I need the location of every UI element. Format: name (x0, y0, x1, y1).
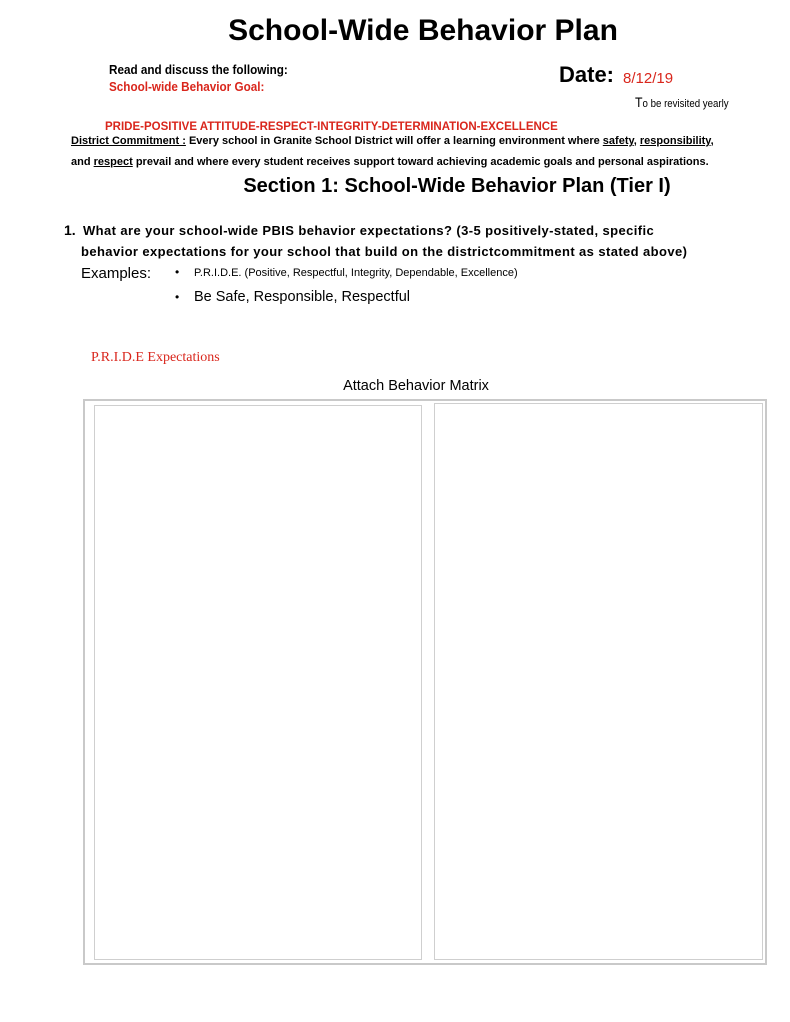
page-title: School-Wide Behavior Plan (228, 14, 618, 47)
commitment-line2-lead: and (71, 156, 94, 168)
revisit-note (635, 94, 729, 110)
question-line2: behavior expectations for your school that build on the districtcommitment as stated above) (81, 244, 688, 259)
date-label: Date: (559, 62, 615, 87)
commitment-responsibility: responsibility (639, 135, 711, 147)
district-commitment-line1 (71, 135, 714, 147)
behavior-goal-label: School-wide Behavior Goal: (109, 79, 265, 94)
example-safe-responsible: Be Safe, Responsible, Respectful (194, 289, 411, 305)
pride-acronym-line: PRIDE-POSITIVE ATTITUDE-RESPECT-INTEGRITY-DETERMINATION-EXCELLENCE (105, 121, 558, 133)
example-pride: P.R.I.D.E. (Positive, Respectful, Integrity, Dependable, Excellence) (194, 267, 518, 279)
section-heading: Section 1: School-Wide Behavior Plan (Tier I) (243, 175, 671, 197)
bullet-icon: • (175, 265, 180, 279)
read-discuss-text: Read and discuss the following: (109, 62, 288, 77)
commitment-text2: prevail and where every student receives support toward achieving academic goals and personal aspirations. (132, 156, 709, 168)
behavior-matrix-right-panel (434, 403, 763, 960)
revisit-first-letter: T (635, 94, 643, 110)
question-number: 1. (64, 222, 76, 238)
revisit-rest: o be revisited yearly (642, 98, 729, 110)
pride-expectations-label: P.R.I.D.E Expectations (91, 350, 220, 365)
commitment-respect: respect (93, 156, 133, 168)
commitment-text1: Every school in Granite School District will offer a learning environment where (185, 135, 603, 147)
commitment-trail: , (710, 135, 714, 147)
examples-label: Examples: (81, 265, 152, 282)
behavior-matrix-left-panel (94, 405, 422, 960)
date-value: 8/12/19 (623, 70, 674, 87)
commitment-label: District Commitment : (71, 135, 186, 147)
commitment-safety: safety (602, 135, 634, 147)
commitment-comma: , (633, 135, 640, 147)
question-line1: What are your school-wide PBIS behavior expectations? (3-5 positively-stated, specific (83, 223, 655, 238)
bullet-icon: • (175, 290, 180, 304)
matrix-title: Attach Behavior Matrix (343, 378, 489, 394)
district-commitment-line2 (71, 156, 709, 168)
